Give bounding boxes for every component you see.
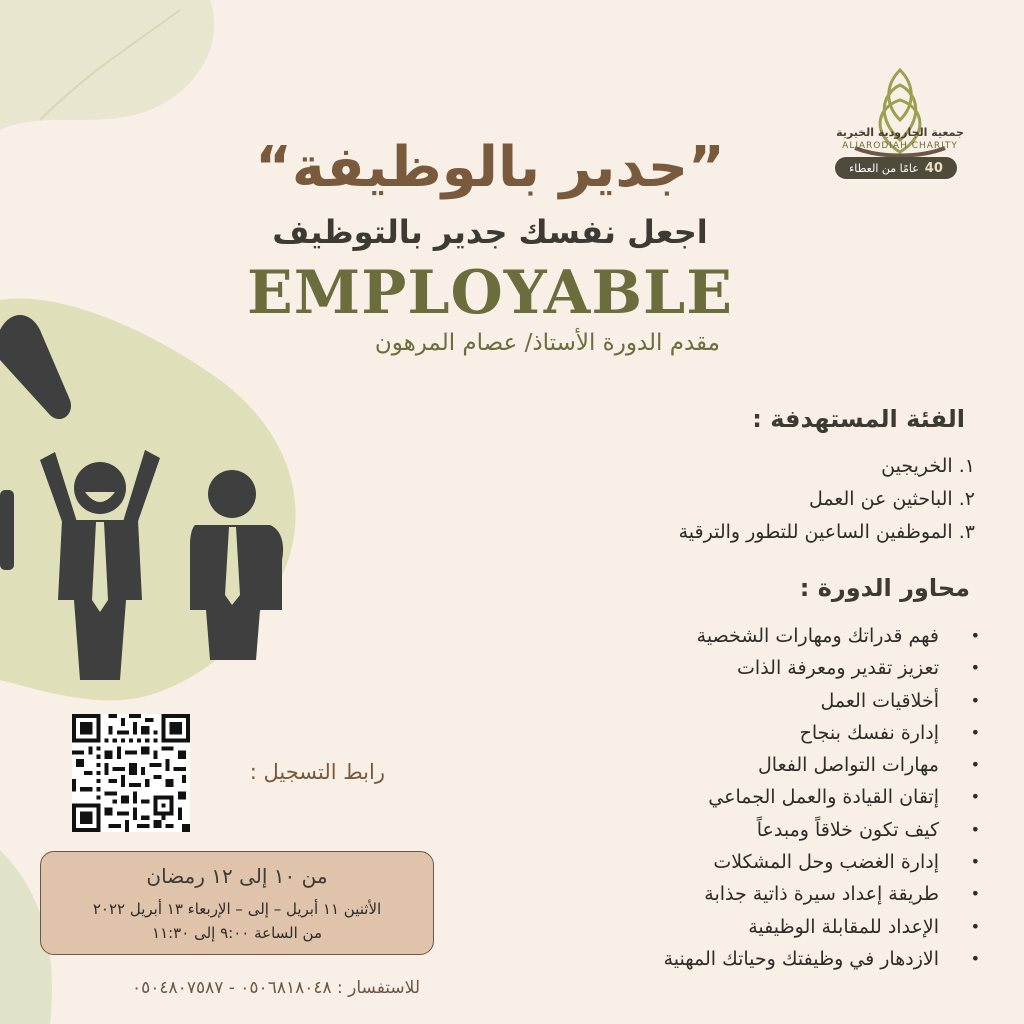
anniversary-number: 40	[924, 160, 943, 176]
list-item: • إدارة الغضب وحل المشكلات	[520, 846, 985, 878]
list-item: • كيف تكون خلاقاً ومبدعاً	[520, 814, 985, 846]
list-item: • مهارات التواصل الفعال	[520, 749, 985, 781]
list-item: ٢. الباحثين عن العمل	[808, 488, 975, 510]
date-days: الأثنين ١١ أبريل – إلى – الإربعاء ١٣ أبريل ٢٠٢٢	[92, 900, 382, 918]
page-subtitle: اجعل نفسك جدير بالتوظيف	[272, 213, 708, 251]
registration-link-label: رابط التسجيل :	[249, 760, 385, 784]
presenter-line: مقدم الدورة الأستاذ/ عصام المرهون	[374, 330, 720, 356]
logo-english-name: ALJARODIAH CHARITY	[842, 141, 958, 151]
list-item: ٣. الموظفين الساعين للتطور والترقية	[678, 521, 975, 543]
top-left-leaf-shape	[0, 0, 214, 130]
page-title: ”جدير بالوظيفة“	[255, 135, 725, 200]
contact-info: للاستفسار : ٠٥٠٦٨١٨٠٤٨ - ٠٥٠٤٨٠٧٥٨٧	[132, 978, 420, 998]
date-range: من ١٠ إلى ١٢ رمضان	[146, 864, 328, 888]
target-audience-list	[540, 450, 975, 549]
list-item: • الإعداد للمقابلة الوظيفية	[520, 911, 985, 943]
list-item: • إتقان القيادة والعمل الجماعي	[520, 781, 985, 813]
list-item: • الازدهار في وظيفتك وحياتك المهنية	[520, 943, 985, 975]
list-item: • فهم قدراتك ومهارات الشخصية	[520, 620, 985, 652]
registration-qr-code[interactable]	[72, 714, 190, 832]
date-time: من الساعة ٩:٠٠ إلى ١١:٣٠	[152, 924, 322, 942]
list-item: • أخلاقيات العمل	[520, 685, 985, 717]
list-item: • تعزيز تقدير ومعرفة الذات	[520, 652, 985, 684]
logo-arabic-name: جمعية الجارودية الخيرية	[836, 126, 964, 139]
course-axes-list	[520, 620, 985, 975]
course-axes-heading: محاور الدورة :	[799, 574, 970, 602]
list-item: • طريقة إعداد سيرة ذاتية جذابة	[520, 878, 985, 910]
list-item: • إدارة نفسك بنجاح	[520, 717, 985, 749]
date-info-box	[40, 851, 434, 955]
anniversary-text: عامًا من العطاء	[849, 161, 919, 175]
list-item: ١. الخريجين	[881, 455, 975, 477]
anniversary-badge	[835, 157, 957, 179]
english-title: EMPLOYABLE	[247, 258, 733, 328]
target-audience-heading: الفئة المستهدفة :	[752, 405, 965, 433]
